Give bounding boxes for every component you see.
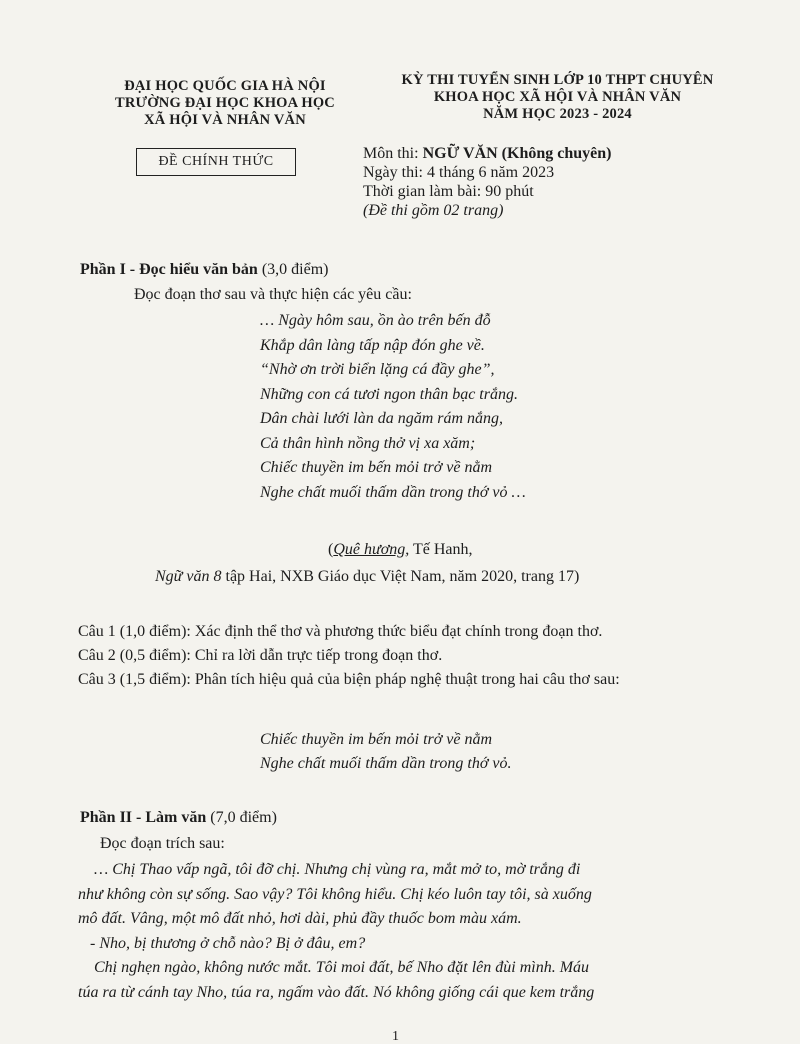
excerpt-line: … Chị Thao vấp ngã, tôi đỡ chị. Nhưng chị vùng ra, mắt mở to, mờ trắng đi — [78, 861, 581, 878]
excerpt-line: mô đất. Vâng, một mô đất nhỏ, hơi dài, phủ đầy thuốc bom màu xám. — [78, 910, 522, 927]
question-1: Câu 1 (1,0 điểm): Xác định thể thơ và phương thức biểu đạt chính trong đoạn thơ. — [78, 623, 603, 640]
header-left-line: TRƯỜNG ĐẠI HỌC KHOA HỌC — [115, 95, 335, 111]
excerpt-line: như không còn sự sống. Sao vậy? Tôi không hiểu. Chị kéo luôn tay tôi, sà xuống — [78, 885, 592, 903]
part2-instruction: Đọc đoạn trích sau: — [100, 835, 225, 852]
subject-label: Môn thi: — [363, 145, 423, 162]
citation-author: , Tế Hanh, — [405, 541, 473, 558]
poem-line: … Ngày hôm sau, ồn ào trên bến đỗ — [260, 312, 491, 329]
poem-line: Nghe chất muối thấm dần trong thớ vỏ … — [260, 483, 526, 501]
excerpt-line: - Nho, bị thương ở chỗ nào? Bị ở đâu, em? — [78, 934, 366, 952]
header-right-line: KỲ THI TUYỂN SINH LỚP 10 THPT CHUYÊN — [401, 72, 714, 88]
poem-line: “Nhờ ơn trời biển lặng cá đầy ghe”, — [260, 361, 495, 378]
poem-line: Cả thân hình nồng thở vị xa xăm; — [260, 434, 476, 452]
poem-excerpt — [260, 309, 720, 505]
part2-points: (7,0 điểm) — [210, 809, 277, 826]
exam-header — [365, 72, 750, 123]
part1-points: (3,0 điểm) — [261, 261, 329, 278]
citation-book: Ngữ văn 8 — [155, 568, 222, 585]
part2-title — [80, 808, 277, 827]
citation-publisher: tập Hai, NXB Giáo dục Việt Nam, năm 2020, trang 17) — [221, 568, 580, 585]
poem-line: Chiếc thuyền im bến mỏi trở về nằm — [260, 459, 493, 476]
poem-line: Khắp dân làng tấp nập đón ghe về. — [260, 336, 485, 354]
part1-heading: Phần I - Đọc hiểu văn bản — [80, 261, 262, 278]
quoted-poem-lines — [260, 728, 511, 776]
part1-instruction: Đọc đoạn thơ sau và thực hiện các yêu cầu: — [134, 286, 412, 303]
header-left-line: XÃ HỘI VÀ NHÂN VĂN — [144, 112, 306, 128]
prose-excerpt — [78, 858, 726, 1005]
citation-line-1 — [328, 540, 473, 559]
poem-line: Dân chài lưới làn da ngăm rám nắng, — [260, 410, 504, 427]
poem-line: Những con cá tươi ngon thân bạc trắng. — [260, 385, 518, 403]
official-exam-stamp: ĐỀ CHÍNH THỨC — [136, 148, 296, 176]
quoted-line: Nghe chất muối thấm dần trong thớ vỏ. — [260, 755, 512, 772]
excerpt-line: túa ra từ cánh tay Nho, túa ra, ngấm vào đất. Nó không giống cái que kem trắng — [78, 983, 595, 1001]
header-right-line: KHOA HỌC XÃ HỘI VÀ NHÂN VĂN — [433, 89, 682, 105]
exam-duration: Thời gian làm bài: 90 phút — [363, 183, 534, 200]
excerpt-line: Chị nghẹn ngào, không nước mắt. Tôi moi đất, bế Nho đặt lên đùi mình. Máu — [78, 959, 590, 976]
subject-name: NGỮ VĂN (Không chuyên) — [422, 145, 612, 162]
header-left-line: ĐẠI HỌC QUỐC GIA HÀ NỘI — [124, 78, 326, 94]
citation-work: Quê hương — [333, 541, 406, 558]
exam-date: Ngày thi: 4 tháng 6 năm 2023 — [363, 164, 555, 181]
university-header — [100, 78, 350, 129]
exam-info — [363, 144, 763, 220]
header-right-line: NĂM HỌC 2023 - 2024 — [483, 106, 632, 122]
part1-title — [80, 260, 328, 279]
quoted-line: Chiếc thuyền im bến mỏi trở về nằm — [260, 731, 493, 748]
question-3: Câu 3 (1,5 điểm): Phân tích hiệu quả của biện pháp nghệ thuật trong hai câu thơ sau: — [78, 671, 620, 688]
exam-page-count: (Đề thi gồm 02 trang) — [363, 202, 504, 219]
question-2: Câu 2 (0,5 điểm): Chỉ ra lời dẫn trực tiếp trong đoạn thơ. — [78, 647, 443, 664]
citation-open: ( — [328, 541, 334, 558]
citation-line-2 — [155, 567, 579, 586]
page-number: 1 — [392, 1029, 399, 1044]
part2-heading: Phần II - Làm văn — [80, 809, 211, 826]
